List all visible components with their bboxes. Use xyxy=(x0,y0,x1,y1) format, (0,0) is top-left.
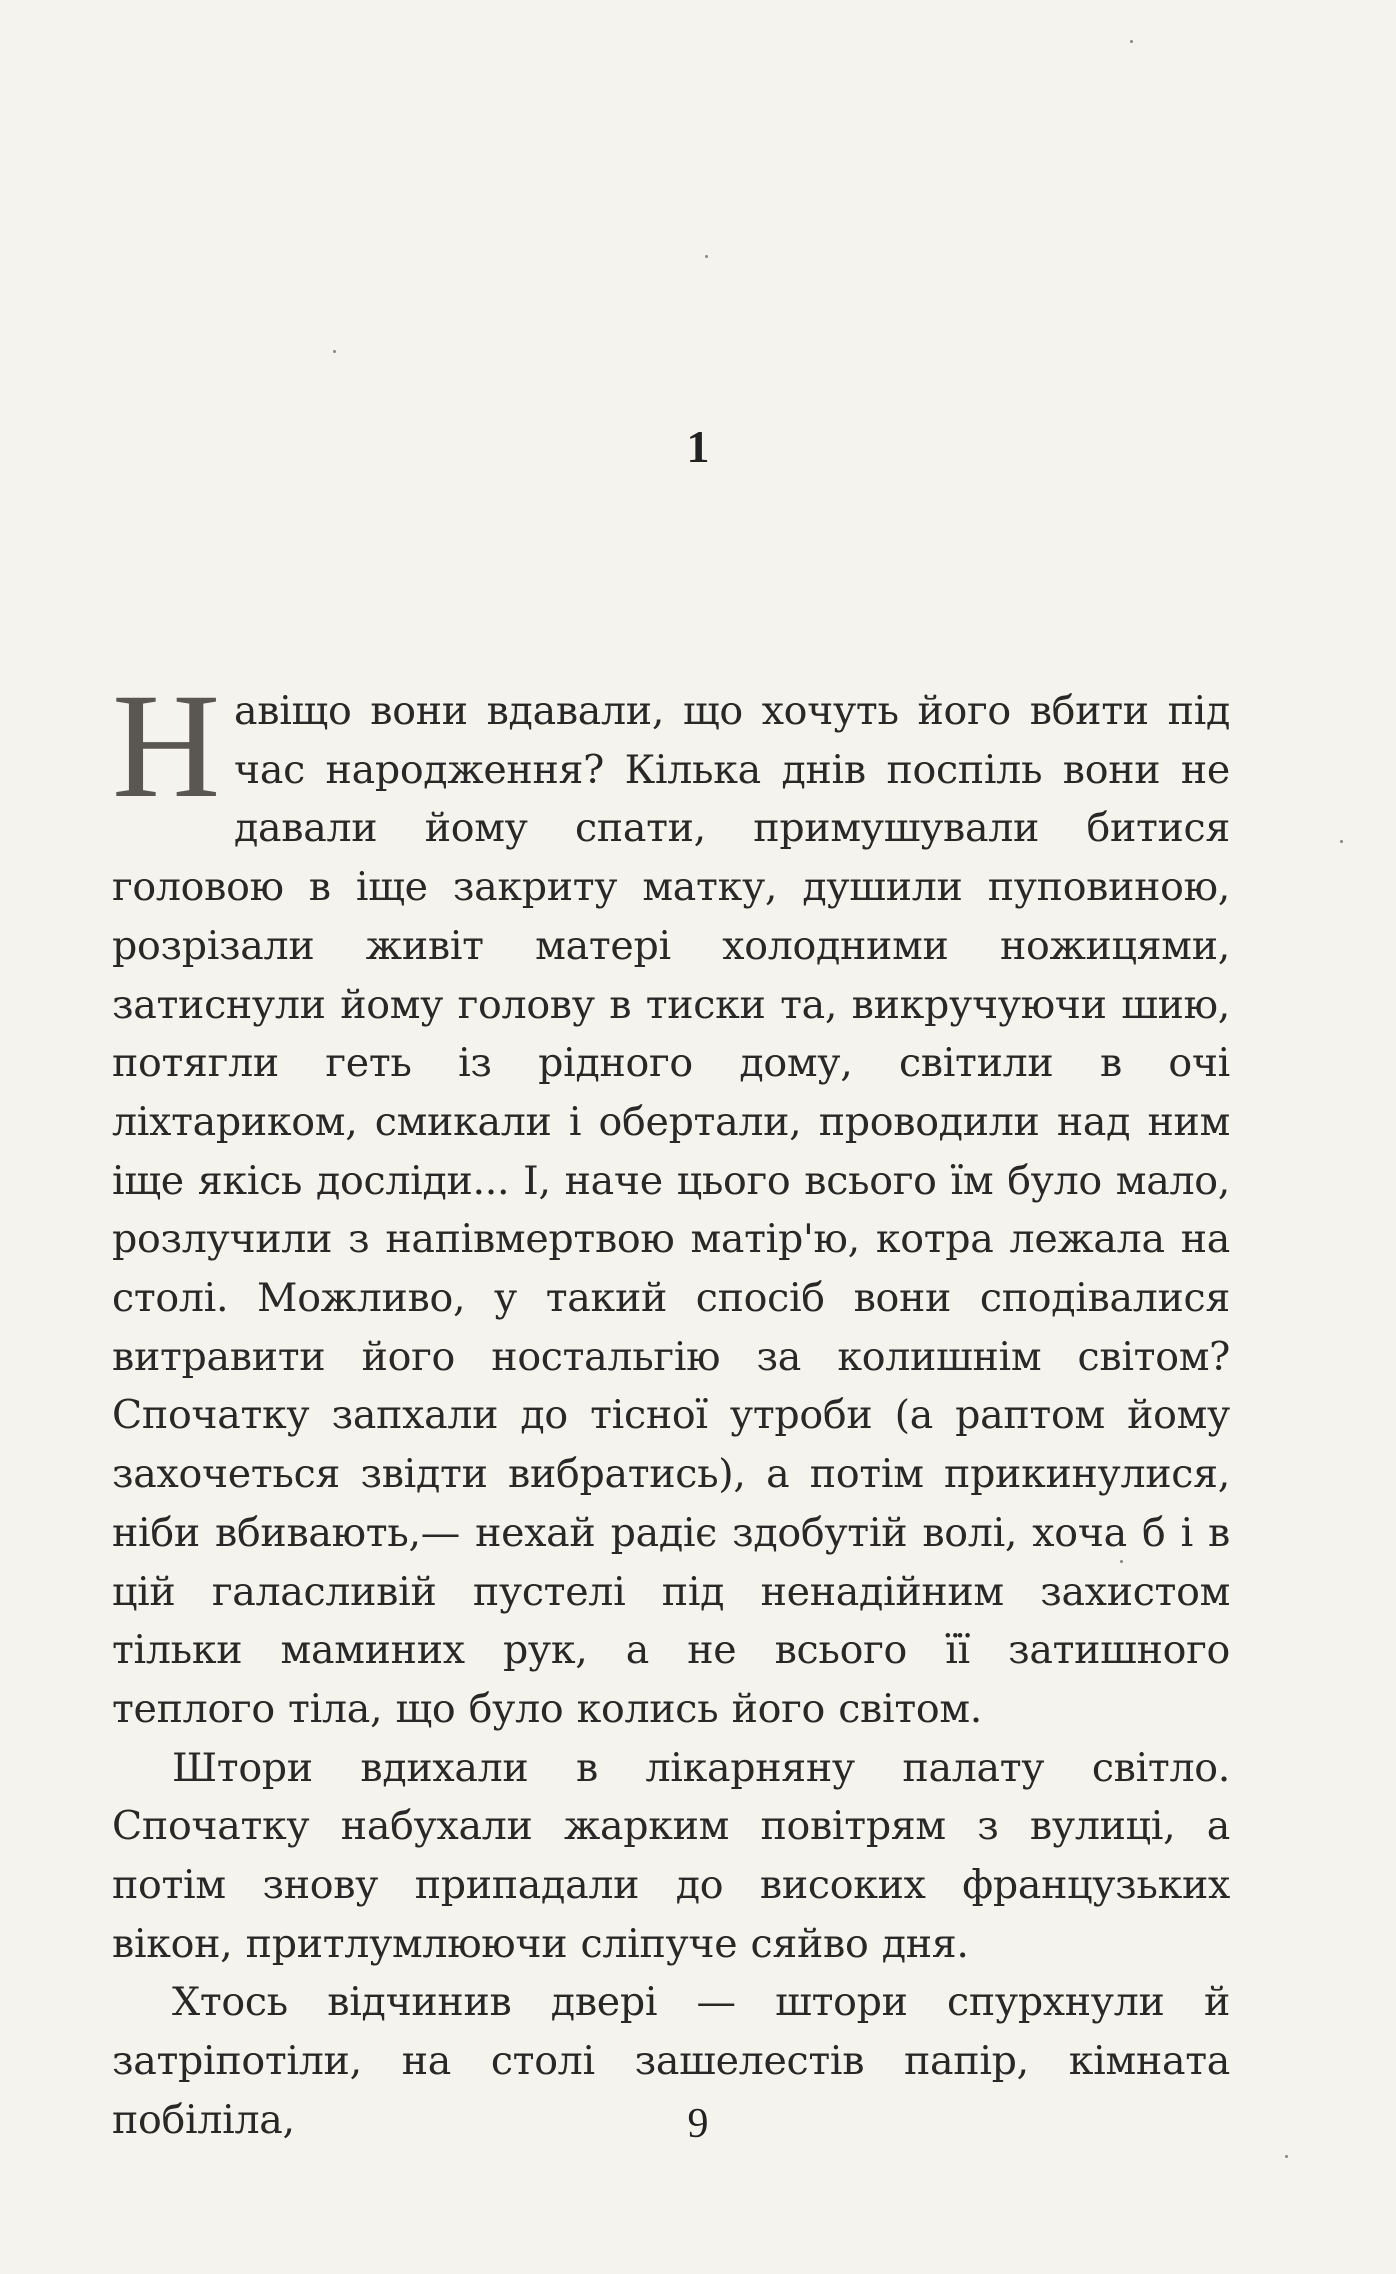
scan-speck xyxy=(1120,1560,1123,1563)
paragraph-1 xyxy=(112,663,1230,1739)
scan-speck xyxy=(1340,840,1343,843)
paragraph-1-text: авіщо вони вдавали, що хочуть його вбити під час народження? Кілька днів поспіль вони не давали йому спати, примушували битися головою в іще закриту матку, душили пуповиною, розрізали живіт матері холодними ножицями, затиснули йому голову в тиски та, викручуючи шию, потягли геть із рідного дому, світили в очі ліхтариком, смикали і обертали, проводили над ним іще якісь досліди... І, наче цього всього їм було мало, розлучили з напівмертвою матір'ю, котра лежала на столі. Можливо, у такий спосіб вони сподівалися витравити його ностальгію за колишнім світом? Спочатку запхали до тісної утроби (а раптом йому захочеться звідти вибратись), а потім прикинулися, ніби вбивають,— нехай радіє здобутій волі, хоча б і в цій галасливій пустелі під ненадійним захистом тільки маминих рук, а не всього її затишного теплого тіла, що було колись його світом. xyxy=(112,688,1230,1732)
scan-speck xyxy=(1130,40,1133,43)
paragraph-3: Хтось відчинив двері — штори спурхнули й затріпотіли, на столі зашелестів папір, кімната побіліла, xyxy=(112,1979,1230,2143)
scan-speck xyxy=(333,350,336,353)
chapter-number: 1 xyxy=(686,421,710,472)
scan-speck xyxy=(705,255,708,258)
drop-cap: Н xyxy=(112,663,221,829)
chapter-text xyxy=(112,663,1230,2150)
paragraph-2: Штори вдихали в лікарняну палату світло. Спочатку набухали жарким повітрям з вулиці, а потім знову припадали до високих французьких вікон, притлумлюючи сліпуче сяйво дня. xyxy=(112,1744,1230,1967)
page-number: 9 xyxy=(687,2101,709,2147)
scan-speck xyxy=(1285,2155,1288,2158)
